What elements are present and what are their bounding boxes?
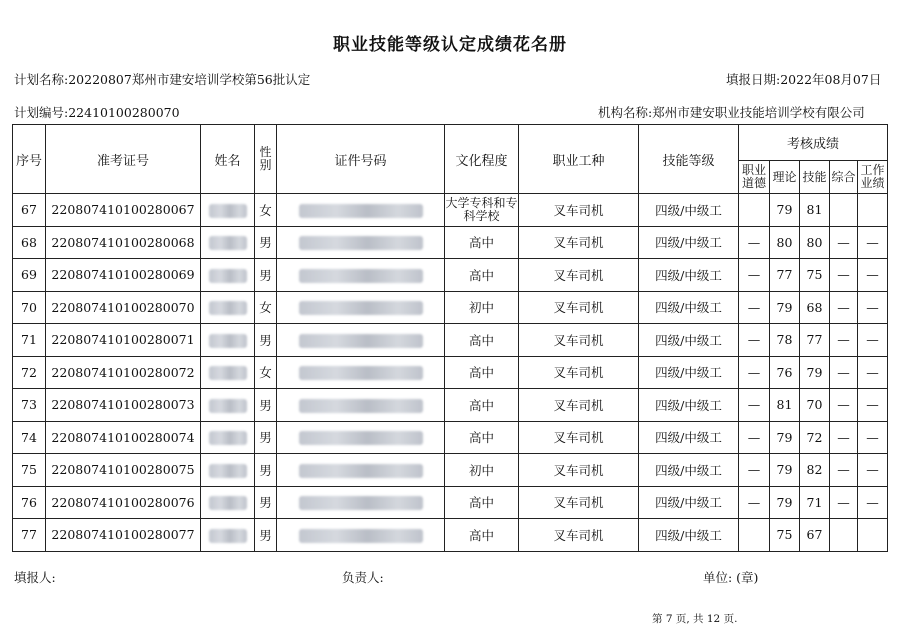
plan-name <box>14 70 310 88</box>
col-gender-header: 性别 <box>255 125 277 194</box>
cell-name-redacted <box>201 389 255 422</box>
cell-seq: 73 <box>13 389 46 422</box>
cell-name-redacted <box>201 226 255 259</box>
cell-seq: 69 <box>13 259 46 292</box>
cell-theory: 79 <box>770 421 800 454</box>
cell-gender: 男 <box>255 389 277 422</box>
footer-filler: 填报人: <box>14 570 56 585</box>
cell-work: — <box>858 389 888 422</box>
cell-education: 大学专科和专科学校 <box>445 194 519 227</box>
redacted-name <box>209 236 247 250</box>
cell-cert-no-redacted <box>277 454 445 487</box>
cell-ethics: — <box>739 356 770 389</box>
redacted-name <box>209 301 247 315</box>
cell-overall: — <box>830 291 858 324</box>
roster-title: 职业技能等级认定成绩花名册 <box>333 35 567 55</box>
cell-skill: 72 <box>800 421 830 454</box>
table-row <box>13 356 888 389</box>
cell-job: 叉车司机 <box>519 194 639 227</box>
cell-gender: 男 <box>255 454 277 487</box>
col-exam-no-header: 准考证号 <box>46 125 201 194</box>
col-level-header: 技能等级 <box>639 125 739 194</box>
score-roster-table <box>12 124 888 552</box>
cell-job: 叉车司机 <box>519 356 639 389</box>
col-theory-header: 理论 <box>770 161 800 194</box>
col-education-header: 文化程度 <box>445 125 519 194</box>
cell-job: 叉车司机 <box>519 486 639 519</box>
cell-work: — <box>858 324 888 357</box>
redacted-name <box>209 496 247 510</box>
cell-job: 叉车司机 <box>519 454 639 487</box>
cell-education: 高中 <box>445 259 519 292</box>
fill-date-value: 2022年08月07日 <box>780 72 882 87</box>
cell-gender: 男 <box>255 486 277 519</box>
col-seq-header: 序号 <box>13 125 46 194</box>
cell-education: 高中 <box>445 421 519 454</box>
table-row <box>13 454 888 487</box>
redacted-id-number <box>299 269 423 283</box>
cell-level: 四级/中级工 <box>639 486 739 519</box>
cell-gender: 男 <box>255 226 277 259</box>
cell-level: 四级/中级工 <box>639 291 739 324</box>
plan-name-label: 计划名称: <box>14 72 69 87</box>
redacted-name <box>209 204 247 218</box>
cell-exam-no: 220807410100280074 <box>46 421 201 454</box>
redacted-id-number <box>299 529 423 543</box>
col-scores-group-header: 考核成绩 <box>739 125 888 161</box>
redacted-name <box>209 269 247 283</box>
cell-work: — <box>858 454 888 487</box>
cell-theory: 79 <box>770 486 800 519</box>
cell-seq: 72 <box>13 356 46 389</box>
redacted-id-number <box>299 236 423 250</box>
cell-education: 高中 <box>445 519 519 552</box>
cell-work: — <box>858 291 888 324</box>
redacted-id-number <box>299 399 423 413</box>
cell-skill: 77 <box>800 324 830 357</box>
cell-work: — <box>858 259 888 292</box>
cell-level: 四级/中级工 <box>639 389 739 422</box>
cell-gender: 女 <box>255 194 277 227</box>
cell-theory: 79 <box>770 454 800 487</box>
cell-exam-no: 220807410100280077 <box>46 519 201 552</box>
redacted-id-number <box>299 204 423 218</box>
cell-cert-no-redacted <box>277 324 445 357</box>
table-row <box>13 259 888 292</box>
cell-cert-no-redacted <box>277 226 445 259</box>
cell-overall <box>830 519 858 552</box>
cell-level: 四级/中级工 <box>639 519 739 552</box>
cell-work: — <box>858 226 888 259</box>
cell-gender: 女 <box>255 356 277 389</box>
cell-theory: 76 <box>770 356 800 389</box>
cell-work: — <box>858 421 888 454</box>
cell-exam-no: 220807410100280070 <box>46 291 201 324</box>
org-name <box>598 103 865 121</box>
table-row <box>13 194 888 227</box>
cell-exam-no: 220807410100280072 <box>46 356 201 389</box>
cell-level: 四级/中级工 <box>639 324 739 357</box>
fill-date <box>726 70 881 88</box>
org-name-label: 机构名称: <box>598 105 653 120</box>
redacted-name <box>209 464 247 478</box>
cell-overall: — <box>830 356 858 389</box>
cell-work: — <box>858 486 888 519</box>
cell-theory: 79 <box>770 194 800 227</box>
table-row <box>13 421 888 454</box>
cell-name-redacted <box>201 421 255 454</box>
redacted-name <box>209 366 247 380</box>
col-overall-header: 综合 <box>830 161 858 194</box>
cell-name-redacted <box>201 291 255 324</box>
redacted-name <box>209 334 247 348</box>
cell-seq: 75 <box>13 454 46 487</box>
cell-cert-no-redacted <box>277 291 445 324</box>
cell-ethics: — <box>739 324 770 357</box>
cell-seq: 70 <box>13 291 46 324</box>
table-row <box>13 519 888 552</box>
plan-number-label: 计划编号: <box>14 105 69 120</box>
cell-gender: 男 <box>255 324 277 357</box>
cell-name-redacted <box>201 454 255 487</box>
cell-theory: 81 <box>770 389 800 422</box>
cell-education: 初中 <box>445 454 519 487</box>
cell-job: 叉车司机 <box>519 389 639 422</box>
cell-name-redacted <box>201 356 255 389</box>
cell-cert-no-redacted <box>277 421 445 454</box>
redacted-id-number <box>299 496 423 510</box>
cell-overall: — <box>830 421 858 454</box>
cell-skill: 75 <box>800 259 830 292</box>
page-number: 第 7 页, 共 12 页. <box>652 613 738 625</box>
cell-overall: — <box>830 389 858 422</box>
footer-unit-seal: 单位: (章) <box>703 570 759 585</box>
cell-skill: 80 <box>800 226 830 259</box>
table-row <box>13 389 888 422</box>
cell-job: 叉车司机 <box>519 519 639 552</box>
cell-overall: — <box>830 226 858 259</box>
redacted-id-number <box>299 334 423 348</box>
redacted-id-number <box>299 464 423 478</box>
cell-ethics: — <box>739 454 770 487</box>
cell-ethics: — <box>739 291 770 324</box>
cell-overall <box>830 194 858 227</box>
cell-seq: 74 <box>13 421 46 454</box>
cell-overall: — <box>830 324 858 357</box>
plan-number <box>14 103 180 121</box>
cell-seq: 71 <box>13 324 46 357</box>
cell-overall: — <box>830 486 858 519</box>
cell-cert-no-redacted <box>277 259 445 292</box>
cell-education: 高中 <box>445 226 519 259</box>
cell-gender: 男 <box>255 259 277 292</box>
cell-skill: 79 <box>800 356 830 389</box>
cell-skill: 81 <box>800 194 830 227</box>
cell-theory: 78 <box>770 324 800 357</box>
cell-level: 四级/中级工 <box>639 421 739 454</box>
cell-ethics: — <box>739 259 770 292</box>
redacted-name <box>209 431 247 445</box>
cell-work <box>858 194 888 227</box>
cell-job: 叉车司机 <box>519 324 639 357</box>
cell-cert-no-redacted <box>277 356 445 389</box>
cell-ethics: — <box>739 421 770 454</box>
cell-overall: — <box>830 454 858 487</box>
cell-seq: 76 <box>13 486 46 519</box>
cell-gender: 女 <box>255 291 277 324</box>
redacted-id-number <box>299 366 423 380</box>
cell-name-redacted <box>201 259 255 292</box>
cell-education: 高中 <box>445 389 519 422</box>
roster-body <box>13 194 888 552</box>
cell-ethics <box>739 519 770 552</box>
cell-overall: — <box>830 259 858 292</box>
plan-name-value: 20220807郑州市建安培训学校第56批认定 <box>68 72 311 87</box>
col-ethics-header: 职业道德 <box>739 161 770 194</box>
org-name-value: 郑州市建安职业技能培训学校有限公司 <box>652 105 865 120</box>
col-job-header: 职业工种 <box>519 125 639 194</box>
col-name-header: 姓名 <box>201 125 255 194</box>
cell-ethics <box>739 194 770 227</box>
cell-exam-no: 220807410100280071 <box>46 324 201 357</box>
cell-gender: 男 <box>255 421 277 454</box>
redacted-id-number <box>299 431 423 445</box>
cell-cert-no-redacted <box>277 194 445 227</box>
footer-responsible: 负责人: <box>342 570 384 585</box>
table-row <box>13 226 888 259</box>
cell-exam-no: 220807410100280075 <box>46 454 201 487</box>
cell-job: 叉车司机 <box>519 259 639 292</box>
cell-exam-no: 220807410100280067 <box>46 194 201 227</box>
fill-date-label: 填报日期: <box>726 72 781 87</box>
cell-skill: 71 <box>800 486 830 519</box>
cell-theory: 79 <box>770 291 800 324</box>
cell-exam-no: 220807410100280068 <box>46 226 201 259</box>
cell-cert-no-redacted <box>277 486 445 519</box>
col-skill-header: 技能 <box>800 161 830 194</box>
cell-name-redacted <box>201 324 255 357</box>
cell-skill: 68 <box>800 291 830 324</box>
cell-exam-no: 220807410100280069 <box>46 259 201 292</box>
cell-gender: 男 <box>255 519 277 552</box>
cell-level: 四级/中级工 <box>639 356 739 389</box>
cell-exam-no: 220807410100280073 <box>46 389 201 422</box>
col-work-header: 工作业绩 <box>858 161 888 194</box>
cell-job: 叉车司机 <box>519 226 639 259</box>
cell-name-redacted <box>201 486 255 519</box>
cell-level: 四级/中级工 <box>639 194 739 227</box>
cell-ethics: — <box>739 226 770 259</box>
cell-level: 四级/中级工 <box>639 259 739 292</box>
cell-theory: 75 <box>770 519 800 552</box>
cell-level: 四级/中级工 <box>639 454 739 487</box>
table-row <box>13 324 888 357</box>
redacted-name <box>209 399 247 413</box>
plan-number-value: 22410100280070 <box>68 105 180 120</box>
redacted-id-number <box>299 301 423 315</box>
col-cert-no-header: 证件号码 <box>277 125 445 194</box>
cell-skill: 70 <box>800 389 830 422</box>
cell-cert-no-redacted <box>277 389 445 422</box>
cell-theory: 77 <box>770 259 800 292</box>
cell-job: 叉车司机 <box>519 291 639 324</box>
cell-cert-no-redacted <box>277 519 445 552</box>
cell-work: — <box>858 356 888 389</box>
cell-name-redacted <box>201 519 255 552</box>
cell-ethics: — <box>739 389 770 422</box>
cell-seq: 77 <box>13 519 46 552</box>
cell-education: 初中 <box>445 291 519 324</box>
cell-theory: 80 <box>770 226 800 259</box>
table-row <box>13 486 888 519</box>
cell-skill: 67 <box>800 519 830 552</box>
cell-seq: 68 <box>13 226 46 259</box>
cell-education: 高中 <box>445 486 519 519</box>
cell-exam-no: 220807410100280076 <box>46 486 201 519</box>
cell-education: 高中 <box>445 356 519 389</box>
cell-education: 高中 <box>445 324 519 357</box>
redacted-name <box>209 529 247 543</box>
cell-job: 叉车司机 <box>519 421 639 454</box>
cell-level: 四级/中级工 <box>639 226 739 259</box>
cell-skill: 82 <box>800 454 830 487</box>
cell-ethics: — <box>739 486 770 519</box>
cell-seq: 67 <box>13 194 46 227</box>
cell-name-redacted <box>201 194 255 227</box>
cell-work <box>858 519 888 552</box>
table-row <box>13 291 888 324</box>
